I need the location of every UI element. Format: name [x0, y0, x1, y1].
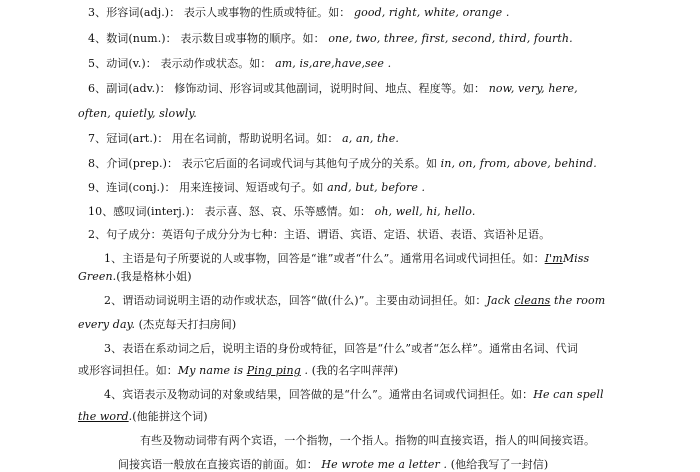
example-text: Green.: [78, 270, 117, 283]
example-text: My name is: [177, 364, 244, 377]
item-label: 3、形容词(adj.)：: [88, 6, 181, 19]
item-verb: [88, 57, 391, 71]
item-text: 表示它后面的名词或代词与其他句子成分的关系。如: [181, 157, 438, 170]
paragraph-text: 2、谓语动词说明主语的动作或状态，回答“做(什么)”。主要由动词担任。如：: [104, 294, 487, 307]
item-text: 用在名词前，帮助说明名词。如：: [172, 132, 339, 145]
underlined-example: Ping ping: [246, 364, 301, 377]
example-text: Jack: [486, 294, 511, 307]
item-examples: in, on, from, above, behind.: [440, 157, 597, 170]
item-examples: a, an, the.: [342, 132, 399, 145]
item-label: 6、副词(adv.)：: [88, 82, 171, 95]
item-preposition: [88, 157, 597, 171]
double-object-paragraph: 有些及物动词带有两个宾语，一个指物，一个指人。指物的叫直接宾语，指人的叫间接宾语。: [140, 434, 596, 447]
predicative-continued: [78, 364, 398, 378]
item-label: 4、数词(num.)：: [88, 32, 177, 45]
translation-text: (杰克每天打扫房间): [138, 318, 237, 331]
item-conjunction: [88, 181, 425, 195]
paragraph-text: 或形容词担任。如：: [78, 364, 178, 377]
example-text: .: [128, 410, 133, 423]
item-examples: oh, well, hi, hello.: [374, 205, 476, 218]
item-numeral: [88, 32, 573, 46]
item-text: 用来连接词、短语或句子。如: [179, 181, 324, 194]
predicative-paragraph: 3、表语在系动词之后，说明主语的身份或特征，回答是“什么”或者“怎么样”。通常由名词、代词: [104, 342, 578, 355]
example-text: every day.: [78, 318, 136, 331]
example-text: He wrote me a letter .: [321, 458, 448, 471]
item-label: 8、介词(prep.)：: [88, 157, 179, 170]
item-label: 5、动词(v.)：: [88, 57, 157, 70]
subject-continued: [78, 270, 192, 284]
paragraph-text: 间接宾语一般放在直接宾语的前面。如：: [118, 458, 318, 471]
example-text: .: [304, 364, 309, 377]
translation-text: (我的名字叫萍萍): [311, 364, 399, 377]
example-text: the room: [554, 294, 606, 307]
underlined-example: the word: [78, 410, 129, 423]
object-continued: [78, 410, 208, 424]
item-text: 修饰动词、形容词或其他副词，说明时间、地点、程度等。如：: [174, 82, 486, 95]
example-text: He can spell: [533, 388, 604, 401]
item-examples: good, right, white, orange .: [354, 6, 510, 19]
translation-text: (我是格林小姐): [116, 270, 192, 283]
object-paragraph: [104, 388, 604, 402]
underlined-example: I'm: [544, 252, 563, 265]
example-text: Miss: [562, 252, 590, 265]
predicate-continued: [78, 318, 236, 332]
item-adverb: [88, 82, 578, 96]
item-text: 表示人或事物的性质或特征。如：: [183, 6, 351, 19]
translation-text: (他给我写了一封信): [450, 458, 549, 471]
paragraph-text: 4、宾语表示及物动词的对象或结果，回答做的是“什么”。通常由名词或代词担任。如：: [104, 388, 534, 401]
item-examples: am, is,are,have,see .: [275, 57, 392, 70]
item-text: 表示动作或状态。如：: [160, 57, 272, 70]
translation-text: (他能拼这个词): [132, 410, 208, 423]
item-interjection: [88, 205, 475, 219]
item-adjective: [88, 6, 509, 20]
item-examples: one, two, three, first, second, third, fourth.: [328, 32, 573, 45]
item-examples: and, but, before .: [327, 181, 426, 194]
item-text: 表示数目或事物的顺序。如：: [180, 32, 325, 45]
item-adverb-continued: often, quietly, slowly.: [78, 107, 197, 120]
predicate-paragraph: [104, 294, 605, 308]
item-article: [88, 132, 399, 146]
subject-paragraph: [104, 252, 589, 266]
section-sentence-elements: 2、句子成分：英语句子成分分为七种：主语、谓语、宾语、定语、状语、表语、宾语补足语。: [88, 228, 551, 241]
item-label: 9、连词(conj.)：: [88, 181, 176, 194]
underlined-example: cleans: [514, 294, 551, 307]
item-label: 7、冠词(art.)：: [88, 132, 169, 145]
item-examples: now, very, here,: [488, 82, 578, 95]
item-text: 表示喜、怒、哀、乐等感情。如：: [204, 205, 371, 218]
item-label: 10、感叹词(interj.)：: [88, 205, 201, 218]
paragraph-text: 1、主语是句子所要说的人或事物，回答是“谁”或者“什么”。通常用名词或代词担任。如：: [104, 252, 545, 265]
